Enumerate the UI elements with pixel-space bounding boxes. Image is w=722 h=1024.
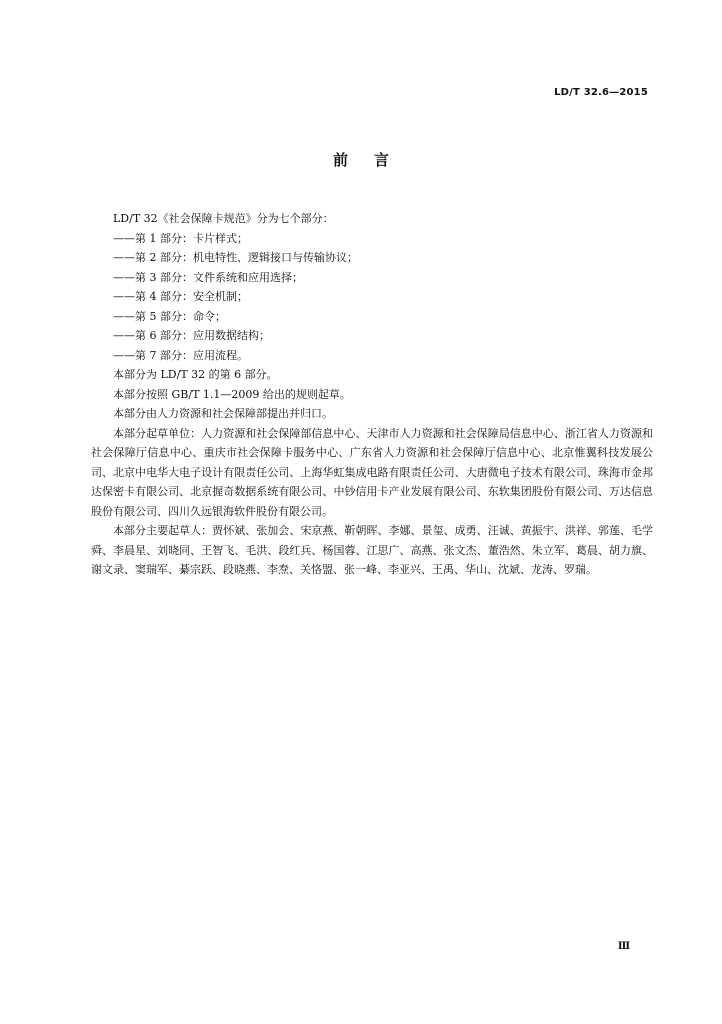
statement-part-number: 本部分为 LD/T 32 的第 6 部分。 <box>113 368 278 381</box>
part-item-5: ——第 5 部分：命令； <box>113 309 226 323</box>
standard-number: LD/T 32.6—2015 <box>554 87 648 98</box>
part-item-4: ——第 4 部分：安全机制； <box>113 290 248 303</box>
part-item-1: ——第 1 部分：卡片样式； <box>113 231 248 245</box>
page-number: Ⅲ <box>617 941 630 952</box>
drafters-paragraph: 本部分主要起草人：贾怀斌、张加会、宋京燕、靳朝晖、李娜、景玺、成勇、汪诚、黄振宇、洪祥、郭莲、毛学舜、李晨星、刘晓同、王智飞、毛洪、段红兵、杨国蓉、江思广、高燕、张文杰、董浩然、朱立军、葛晨、胡力旗、谢文录、窦瑞军、綦宗跃、段晓燕、李焘、关恪盟、张一峰、李亚兴、王禹、华山、沈斌、龙涛、罗瑞。 <box>91 524 653 576</box>
intro-line: LD/T 32《社会保障卡规范》分为七个部分： <box>113 212 334 225</box>
page-title: 前言 <box>332 151 415 169</box>
part-item-3: ——第 3 部分：文件系统和应用选择； <box>113 270 303 284</box>
part-item-7: ——第 7 部分：应用流程。 <box>113 348 248 362</box>
drafting-units-paragraph: 本部分起草单位：人力资源和社会保障部信息中心、天津市人力资源和社会保障局信息中心、浙江省人力资源和社会保障厅信息中心、重庆市社会保障卡服务中心、广东省人力资源和社会保障厅信息中心、北京惟翼科技发展公司、北京中电华大电子设计有限责任公司、上海华虹集成电路有限责任公司、大唐微电子技术有限公司、珠海市金邦达保密卡有限公司、北京握奇数据系统有限公司、中钞信用卡产业发展有限公司、东软集团股份有限公司、万达信息股份有限公司、四川久远银海软件股份有限公司。 <box>91 426 653 518</box>
statement-proposer: 本部分由人力资源和社会保障部提出并归口。 <box>113 407 333 420</box>
foreword-body <box>91 209 653 580</box>
part-item-6: ——第 6 部分：应用数据结构； <box>113 329 270 342</box>
part-item-2: ——第 2 部分：机电特性、逻辑接口与传输协议； <box>113 251 358 264</box>
statement-drafting-rules: 本部分按照 GB/T 1.1—2009 给出的规则起草。 <box>113 387 351 401</box>
